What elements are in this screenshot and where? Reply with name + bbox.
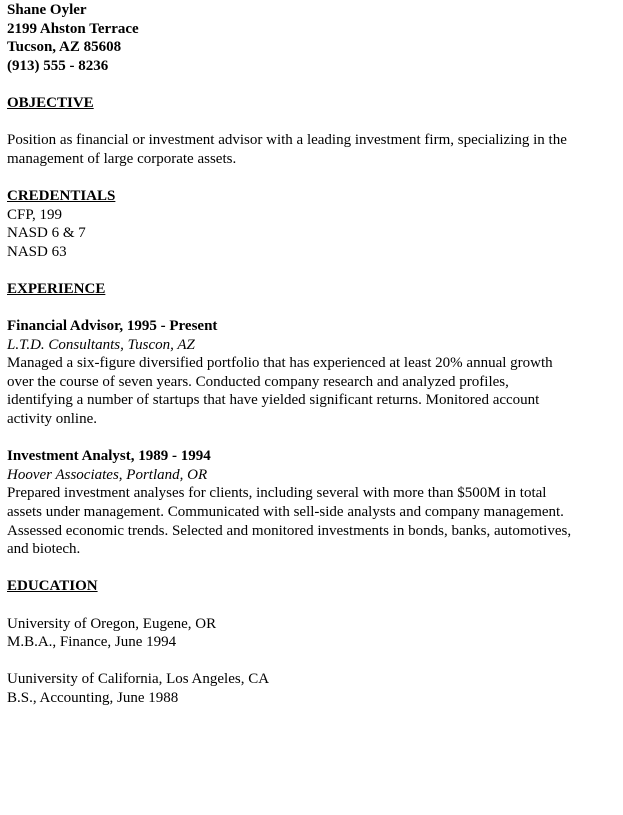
city-state-zip: Tucson, AZ 85608 [7, 39, 122, 56]
contact-header [7, 1, 607, 75]
job-description: Prepared investment analyses for clients, including several with more than $500M in total assets under management. Communicated with sell-side analysts and company management. Assessed economic trends. Selected and monitored investments in bonds, banks, automotives, and biotech. [7, 485, 572, 558]
spacer [7, 652, 607, 671]
credentials-heading: CREDENTIALS [7, 187, 116, 204]
spacer [7, 596, 607, 615]
credential-item: NASD 63 [7, 243, 67, 260]
education-entry [7, 670, 607, 707]
spacer [7, 113, 607, 132]
experience-section [7, 280, 607, 559]
spacer [7, 299, 607, 318]
job-entry [7, 447, 607, 559]
spacer [7, 261, 607, 280]
resume-document [7, 1, 607, 708]
education-entry [7, 615, 607, 652]
degree: M.B.A., Finance, June 1994 [7, 634, 177, 651]
credential-item: CFP, 199 [7, 206, 63, 223]
job-company: Hoover Associates, Portland, OR [7, 466, 208, 483]
applicant-name: Shane Oyler [7, 2, 87, 18]
job-title: Investment Analyst, 1989 - 1994 [7, 448, 211, 465]
spacer [7, 559, 607, 578]
job-title: Financial Advisor, 1995 - Present [7, 318, 218, 335]
objective-heading: OBJECTIVE [7, 94, 94, 111]
job-entry [7, 317, 607, 429]
spacer [7, 75, 607, 94]
credentials-section [7, 187, 607, 261]
credential-item: NASD 6 & 7 [7, 225, 86, 242]
school-name: University of Oregon, Eugene, OR [7, 615, 217, 632]
education-heading: EDUCATION [7, 578, 98, 595]
job-company: L.T.D. Consultants, Tuscon, AZ [7, 336, 195, 353]
education-section [7, 577, 607, 707]
objective-section [7, 94, 607, 168]
degree: B.S., Accounting, June 1988 [7, 689, 179, 706]
spacer [7, 429, 607, 448]
school-name: Uuniversity of California, Los Angeles, CA [7, 671, 270, 688]
job-description: Managed a six-figure diversified portfolio that has experienced at least 20% annual growth over the course of seven years. Conducted company research and analyzed profiles, identifying a number of startups that have yielded significant returns. Monitored account activity online. [7, 355, 553, 428]
street-address: 2199 Ahston Terrace [7, 20, 139, 37]
experience-heading: EXPERIENCE [7, 280, 106, 297]
objective-text: Position as financial or investment advisor with a leading investment firm, specializing in the management of large corporate assets. [7, 132, 567, 167]
phone-number: (913) 555 - 8236 [7, 57, 109, 74]
spacer [7, 168, 607, 187]
